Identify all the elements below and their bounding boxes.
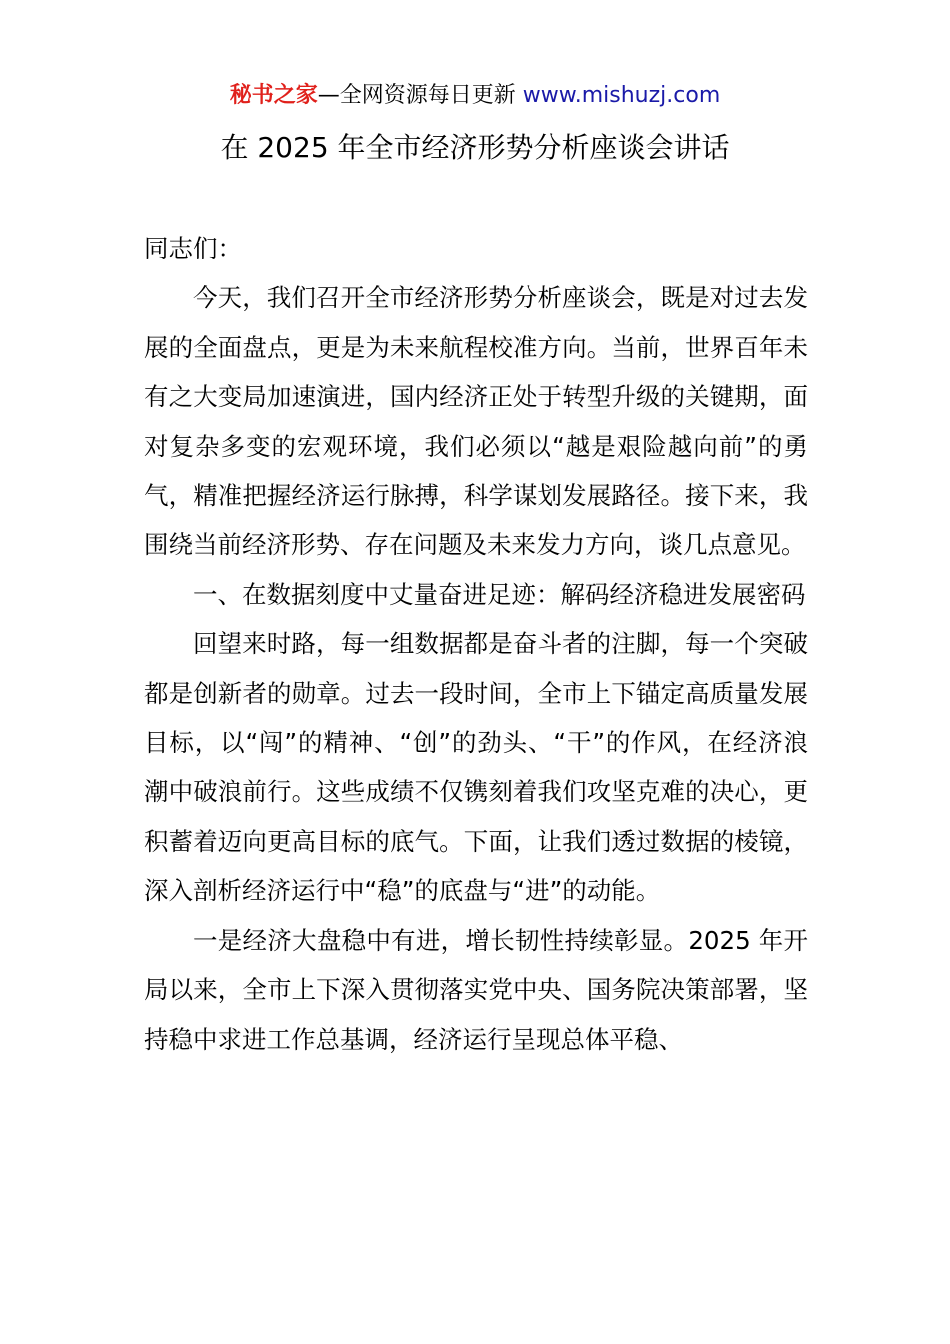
paragraph-review: 回望来时路，每一组数据都是奋斗者的注脚，每一个突破都是创新者的勋章。过去一段时间，全市上下锚定高质量发展目标，以“闯”的精神、“创”的劲头、“干”的作风，在经济浪潮中破浪前行。这些成绩不仅镌刻着我们攻坚克难的决心，更积蓄着迈向更高目标的底气。下面，让我们透过数据的棱镜，深入剖析经济运行中“稳”的底盘与“进”的动能。 [144, 629, 808, 906]
paragraph-point-1: 一是经济大盘稳中有进，增长韧性持续彰显。2025 年开局以来，全市上下深入贯彻落实党中央、国务院决策部署，坚持稳中求进工作总基调，经济运行呈现总体平稳、 [144, 925, 808, 1054]
salutation: 同志们： [144, 234, 242, 263]
brand-url: www.mishuzj.com [522, 83, 721, 108]
paragraph-intro: 今天，我们召开全市经济形势分析座谈会，既是对过去发展的全面盘点，更是为未来航程校准方向。当前，世界百年未有之大变局加速演进，国内经济正处于转型升级的关键期，面对复杂多变的宏观环境，我们必须以“越是艰险越向前”的勇气，精准把握经济运行脉搏，科学谋划发展路径。接下来，我围绕当前经济形势、存在问题及未来发力方向，谈几点意见。 [144, 283, 808, 560]
section-heading-1: 一、在数据刻度中丈量奋进足迹：解码经济稳进发展密码 [193, 579, 806, 609]
document-body [144, 224, 808, 1064]
watermark-header [0, 80, 950, 112]
brand-tagline: —全网资源每日更新 [317, 83, 523, 108]
brand-name: 秘书之家 [229, 83, 318, 108]
document-title: 在 2025 年全市经济形势分析座谈会讲话 [220, 131, 730, 164]
